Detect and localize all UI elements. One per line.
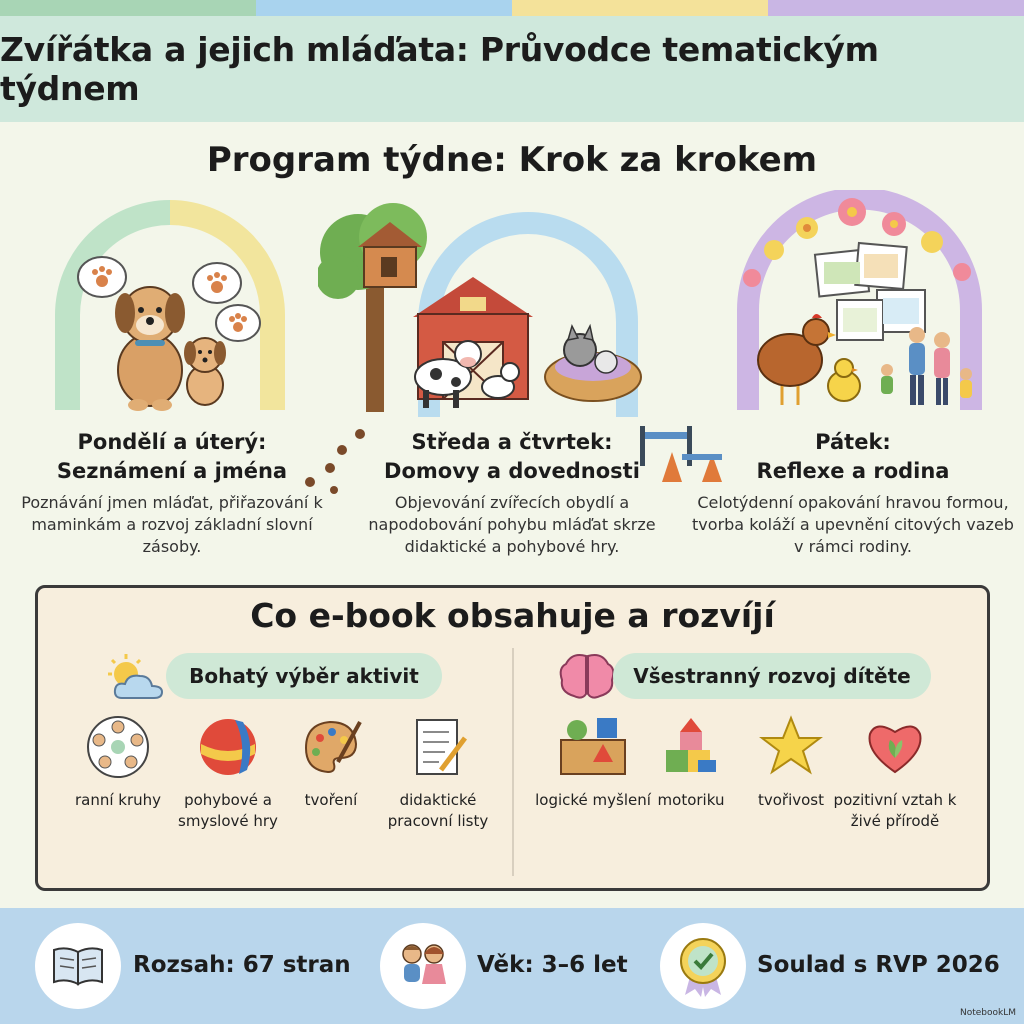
blocks-icon	[658, 714, 724, 780]
footer-age: Věk: 3–6 let	[477, 952, 628, 978]
chick-icon	[828, 359, 860, 401]
day-3-title-line2: Reflexe a rodina	[756, 459, 950, 483]
day-2-title-line2: Domovy a dovednosti	[384, 459, 640, 483]
badge-icon	[675, 935, 731, 997]
activity-item-worksheets	[373, 714, 503, 832]
palette-icon	[298, 714, 364, 780]
development-label: tvořivost	[757, 791, 825, 809]
puppy-icon	[184, 338, 226, 405]
day-1-text: Poznávání jmen mláďat, přiřazování k maminkám a rozvoj základní slovní zásoby.	[21, 493, 323, 556]
star-icon	[758, 714, 824, 780]
day-2-title	[347, 428, 677, 486]
dog-icon	[115, 287, 185, 411]
development-label: pozitivní vztah k živé přírodě	[833, 791, 957, 830]
day-2-title-line1: Středa a čtvrtek:	[411, 430, 613, 454]
footer-age-circle	[380, 923, 466, 1009]
day-3-title-line1: Pátek:	[815, 430, 891, 454]
footer-book-circle	[35, 923, 121, 1009]
footer-badge-circle	[660, 923, 746, 1009]
activities-heading: Bohatý výběr aktivit	[166, 653, 442, 699]
development-heading: Všestranný rozvoj dítěte	[613, 653, 931, 699]
day-1-title-line1: Pondělí a úterý:	[77, 430, 267, 454]
activity-label: pohybové a smyslové hry	[178, 791, 278, 830]
development-label: logické myšlení	[535, 791, 651, 809]
book-icon	[50, 944, 106, 988]
ball-icon	[195, 714, 261, 780]
page-title: Zvířátka a jejich mláďata: Průvodce tematickým týdnem	[0, 30, 879, 108]
header-banner	[0, 16, 1024, 122]
family-people-icon	[881, 327, 972, 405]
activity-label: didaktické pracovní listy	[387, 791, 489, 830]
photo-collage-icon	[815, 243, 925, 340]
ebook-panel	[35, 585, 990, 891]
development-item-nature	[830, 714, 960, 832]
stripe-green	[0, 0, 256, 16]
panel-divider	[512, 648, 514, 876]
day-3-title	[688, 428, 1018, 486]
stripe-blue	[256, 0, 512, 16]
circle-of-children-icon	[85, 714, 151, 780]
shape-sorter-icon	[555, 714, 631, 780]
day-1-title-line2: Seznámení a jména	[56, 459, 288, 483]
children-icon	[394, 940, 452, 992]
stripe-purple	[768, 0, 1024, 16]
farm-arch-illustration	[318, 192, 648, 422]
worksheet-icon	[405, 714, 471, 780]
heart-leaf-icon	[862, 714, 928, 780]
brain-icon	[556, 650, 618, 702]
footer-bar	[0, 908, 1024, 1024]
development-label: motoriku	[657, 791, 725, 809]
notebooklm-brand: NotebookLM	[959, 1008, 1016, 1018]
footer-rvp: Soulad s RVP 2026	[757, 952, 1000, 978]
hen-icon	[758, 314, 836, 405]
day-3-text: Celotýdenní opakování hravou formou, tvorba koláží a upevnění citových vazeb v rámci rodiny.	[692, 493, 1014, 556]
program-title: Program týdne: Krok za krokem	[206, 140, 818, 180]
tree-house-icon	[318, 203, 427, 412]
footer-pages: Rozsah: 67 stran	[133, 952, 351, 978]
stripe-yellow	[512, 0, 768, 16]
family-arch-illustration	[732, 190, 987, 420]
activity-label: ranní kruhy	[74, 791, 162, 809]
dogs-arch-illustration	[40, 195, 310, 420]
top-color-stripe	[0, 0, 1024, 16]
sun-cloud-icon	[100, 652, 172, 704]
day-1-title	[7, 428, 337, 486]
day-2-text: Objevování zvířecích obydlí a napodobování pohybu mláďat skrze didaktické a pohybové hry.	[368, 493, 656, 556]
activity-label: tvoření	[304, 791, 358, 809]
ebook-title: Co e-book obsahuje a rozvíjí	[250, 596, 775, 635]
